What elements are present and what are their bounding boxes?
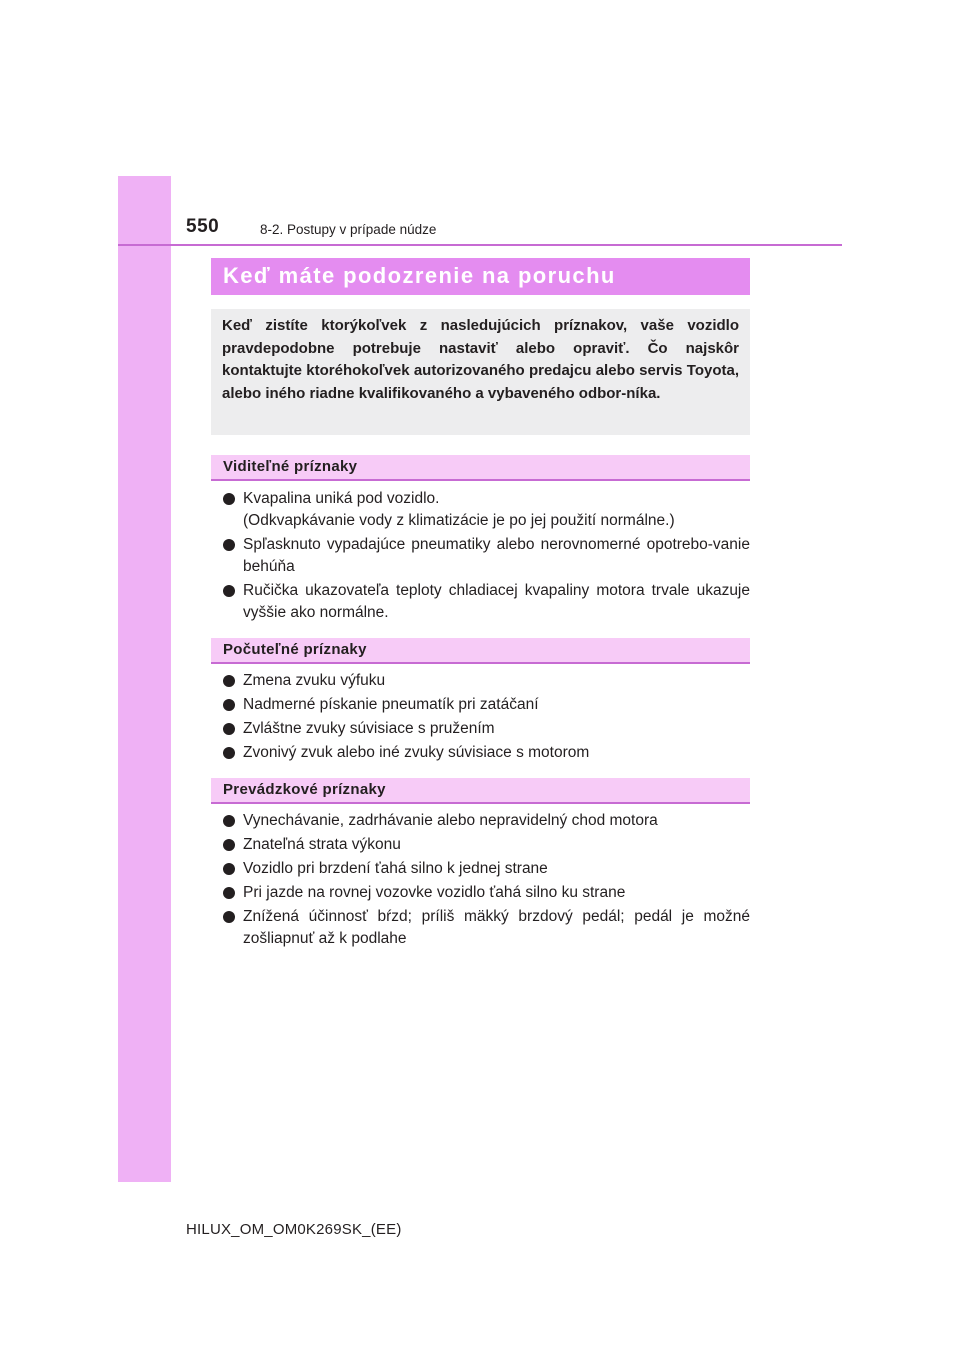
list-item-text: Spľasknuto vypadajúce pneumatiky alebo nerovnomerné opotrebo-vanie behúňa [243, 536, 750, 575]
bullet-icon [223, 585, 235, 597]
list-item [223, 534, 750, 578]
bullet-icon [223, 675, 235, 687]
list-item-text: Zvonivý zvuk alebo iné zvuky súvisiace s motorom [243, 744, 590, 761]
list-item-text: Zmena zvuku výfuku [243, 672, 386, 689]
list-item-text: Znížená účinnosť bŕzd; príliš mäkký brzdový pedál; pedál je možné zošliapnuť až k podlahe [243, 908, 750, 947]
list-item [223, 488, 750, 532]
bullet-icon [223, 887, 235, 899]
page-title: Keď máte podozrenie na poruchu [223, 263, 616, 288]
bullet-icon [223, 493, 235, 505]
bullet-icon [223, 815, 235, 827]
subheading-label: Počuteľné príznaky [223, 641, 367, 658]
side-color-strip [118, 176, 171, 1182]
list-item [223, 810, 750, 832]
list-item-text: Ručička ukazovateľa teploty chladiacej kvapaliny motora trvale ukazuje vyššie ako normálne. [243, 582, 750, 621]
list-item [223, 858, 750, 880]
subheading-label: Prevádzkové príznaky [223, 781, 386, 798]
bullet-icon [223, 723, 235, 735]
intro-box [211, 309, 750, 435]
header-rule [118, 244, 842, 246]
list-item [223, 580, 750, 624]
list-item-text: Znateľná strata výkonu [243, 836, 401, 853]
list-item [223, 882, 750, 904]
bullet-icon [223, 539, 235, 551]
bullet-icon [223, 839, 235, 851]
list-item [223, 742, 750, 764]
title-bar [211, 258, 750, 295]
section-header: 8-2. Postupy v prípade núdze [260, 222, 437, 237]
bullet-icon [223, 699, 235, 711]
subheading-visible-symptoms [211, 455, 750, 481]
visible-symptoms-list [223, 488, 750, 626]
operational-symptoms-list [223, 810, 750, 952]
list-item-note: (Odkvapkávanie vody z klimatizácie je po jej použití normálne.) [243, 512, 675, 529]
list-item [223, 670, 750, 692]
subheading-label: Viditeľné príznaky [223, 458, 358, 475]
list-item-text: Vozidlo pri brzdení ťahá silno k jednej strane [243, 860, 548, 877]
list-item-text: Zvláštne zvuky súvisiace s pružením [243, 720, 495, 737]
list-item-text: Vynechávanie, zadrhávanie alebo nepravidelný chod motora [243, 812, 658, 829]
footer-document-code: HILUX_OM_OM0K269SK_(EE) [186, 1221, 402, 1238]
list-item [223, 694, 750, 716]
list-item [223, 718, 750, 740]
list-item [223, 834, 750, 856]
list-item-text: Pri jazde na rovnej vozovke vozidlo ťahá silno ku strane [243, 884, 626, 901]
list-item-text: Kvapalina uniká pod vozidlo. [243, 490, 440, 507]
page-number: 550 [186, 216, 220, 237]
bullet-icon [223, 863, 235, 875]
intro-text: Keď zistíte ktorýkoľvek z nasledujúcich príznakov, vaše vozidlo pravdepodobne potrebuje nastaviť alebo opraviť. Čo najskôr kontaktujte ktoréhokoľvek autorizovaného predajcu alebo servis Toyota, alebo iného riadne kvalifikovaného a vybaveného odbor-níka. [222, 317, 739, 403]
bullet-icon [223, 747, 235, 759]
list-item [223, 906, 750, 950]
audible-symptoms-list [223, 670, 750, 766]
list-item-text: Nadmerné pískanie pneumatík pri zatáčaní [243, 696, 539, 713]
bullet-icon [223, 911, 235, 923]
subheading-audible-symptoms [211, 638, 750, 664]
subheading-operational-symptoms [211, 778, 750, 804]
